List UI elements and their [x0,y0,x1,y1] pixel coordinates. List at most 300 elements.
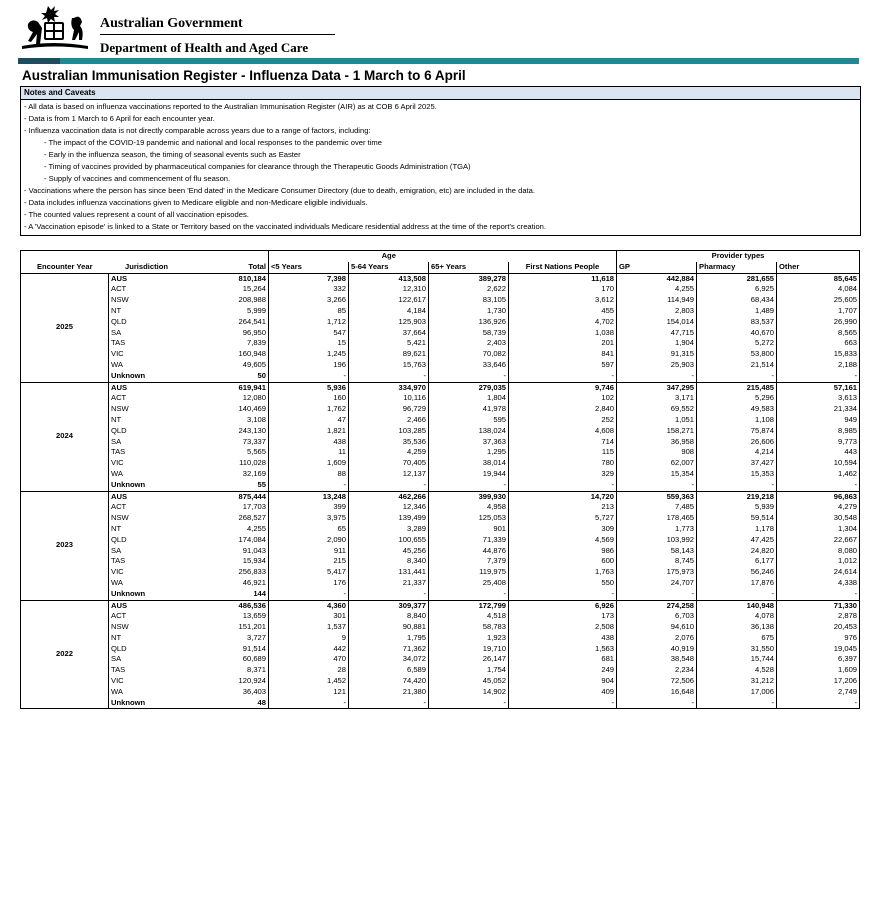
value-cell: - [697,589,777,600]
value-cell: 115 [509,447,617,458]
table-row [21,328,860,339]
value-cell: 597 [509,360,617,371]
value-cell: 10,116 [349,393,429,404]
table-row [21,665,860,676]
value-cell: 32,169 [242,468,266,478]
jurisdiction-cell: WA [111,359,123,369]
value-cell: 1,489 [697,306,777,317]
value-cell: 810,184 [185,273,269,284]
value-cell: 301 [269,611,349,622]
value-cell: 3,612 [509,295,617,306]
value-cell: 30,548 [777,513,860,524]
value-cell: 160 [269,393,349,404]
value-cell: 279,035 [429,382,509,393]
value-cell: 96,950 [242,327,266,337]
value-cell: 138,024 [429,426,509,437]
value-cell: 399,930 [429,491,509,502]
value-cell: 40,919 [617,644,697,655]
value-cell: - [697,698,777,709]
value-cell: 69,552 [617,404,697,415]
value-cell: 119,975 [429,567,509,578]
value-cell: - [349,698,429,709]
value-cell: 4,608 [509,426,617,437]
value-cell: 7,398 [269,273,349,284]
value-cell: 38,014 [429,458,509,469]
value-cell: 4,338 [777,578,860,589]
value-cell: 20,453 [777,622,860,633]
jurisdiction-cell: TAS [111,665,126,675]
value-cell: 53,800 [697,349,777,360]
table-row [21,578,860,589]
value-cell: 619,941 [185,382,269,393]
value-cell: 96,729 [349,404,429,415]
value-cell: - [777,589,860,600]
value-cell: 949 [777,415,860,426]
table-row [21,426,860,437]
jurisdiction-cell: ACT [111,393,127,403]
value-cell: 681 [509,654,617,665]
value-cell: 196 [269,360,349,371]
value-cell: 33,646 [429,360,509,371]
value-cell: 13,248 [269,491,349,502]
value-cell: 41,978 [429,404,509,415]
encounter-year-cell: 2025 [21,273,109,382]
value-cell: 1,108 [697,415,777,426]
value-cell: 1,038 [509,328,617,339]
value-cell: 74,420 [349,676,429,687]
value-cell: - [429,589,509,600]
value-cell: 47 [269,415,349,426]
value-cell: 36,138 [697,622,777,633]
value-cell: 60,689 [242,654,266,664]
value-cell: 7,485 [617,502,697,513]
value-cell: 114,949 [617,295,697,306]
page-title: Australian Immunisation Register - Influenza Data - 1 March to 6 April [22,68,466,83]
col-header-year: Encounter Year [21,262,109,273]
value-cell: 71,330 [777,600,860,611]
value-cell: 455 [509,306,617,317]
value-cell: 442 [269,644,349,655]
value-cell: 1,051 [617,415,697,426]
value-cell: 1,452 [269,676,349,687]
value-cell: 1,609 [269,458,349,469]
value-cell: 83,105 [429,295,509,306]
value-cell: 1,563 [509,644,617,655]
jurisdiction-cell: VIC [111,567,124,577]
value-cell: 5,296 [697,393,777,404]
table-row [21,295,860,306]
value-cell: 2,234 [617,665,697,676]
value-cell: 26,990 [777,317,860,328]
value-cell: 11 [269,447,349,458]
value-cell: 281,655 [697,273,777,284]
value-cell: 8,985 [777,426,860,437]
table-row [21,437,860,448]
value-cell: 31,550 [697,644,777,655]
age-group-header: Age [269,251,509,262]
jurisdiction-cell: Unknown [111,588,146,598]
value-cell: 5,421 [349,338,429,349]
value-cell: 1,730 [429,306,509,317]
value-cell: 56,246 [697,567,777,578]
value-cell: 4,084 [777,284,860,295]
value-cell: 2,803 [617,306,697,317]
value-cell: 438 [269,437,349,448]
table-row [21,284,860,295]
jurisdiction-cell: SA [111,545,122,555]
value-cell: 110,028 [239,458,266,468]
value-cell: 35,536 [349,437,429,448]
jurisdiction-cell: NSW [111,404,129,414]
value-cell: 559,363 [617,491,697,502]
value-cell: 49,583 [697,404,777,415]
value-cell: 4,214 [697,447,777,458]
table-row [21,676,860,687]
note-line: - Influenza vaccination data is not directly comparable across years due to a range of factors, including: [24,126,371,135]
value-cell: 19,045 [777,644,860,655]
col-header-gp: GP [617,262,697,273]
table-body [21,273,860,709]
jurisdiction-cell: NSW [111,513,129,523]
col-header-jurisdiction: Jurisdiction [109,262,185,273]
value-cell: 38,548 [617,654,697,665]
table-header-row [21,262,860,273]
value-cell: 714 [509,437,617,448]
table-row [21,469,860,480]
value-cell: 17,876 [697,578,777,589]
value-cell: 1,712 [269,317,349,328]
jurisdiction-cell: AUS [109,273,185,284]
value-cell: 91,315 [617,349,697,360]
value-cell: 103,285 [349,426,429,437]
value-cell: 72,506 [617,676,697,687]
value-cell: 2,840 [509,404,617,415]
note-line: - The impact of the COVID-19 pandemic and national and local responses to the pandemic over time [44,138,382,147]
value-cell: 15,354 [617,469,697,480]
value-cell: 102 [509,393,617,404]
value-cell: 68,434 [697,295,777,306]
value-cell: 309 [509,524,617,535]
value-cell: 173 [509,611,617,622]
value-cell: 7,839 [246,338,266,348]
value-cell: 8,340 [349,556,429,567]
value-cell: - [697,371,777,382]
value-cell: 201 [509,338,617,349]
value-cell: 15,934 [242,556,266,566]
value-cell: - [777,371,860,382]
value-cell: 45,256 [349,546,429,557]
value-cell: 172,799 [429,600,509,611]
value-cell: 37,664 [349,328,429,339]
value-cell: 438 [509,633,617,644]
jurisdiction-cell: ACT [111,502,127,512]
jurisdiction-cell: ACT [111,611,127,621]
table-row [21,633,860,644]
value-cell: 125,053 [429,513,509,524]
value-cell: 399 [269,502,349,513]
value-cell: 83,537 [697,317,777,328]
value-cell: 170 [509,284,617,295]
value-cell: 6,177 [697,556,777,567]
value-cell: 15,264 [242,284,266,294]
value-cell: 9,773 [777,437,860,448]
value-cell: - [429,371,509,382]
jurisdiction-cell: AUS [109,600,185,611]
value-cell: 904 [509,676,617,687]
table-row [21,404,860,415]
value-cell: 45,052 [429,676,509,687]
value-cell: 47,715 [617,328,697,339]
jurisdiction-cell: Unknown [111,697,146,707]
table-row [21,371,860,382]
table-row [21,524,860,535]
value-cell: 1,773 [617,524,697,535]
value-cell: - [349,480,429,491]
value-cell: 3,727 [246,632,266,642]
jurisdiction-cell: Unknown [111,479,146,489]
table-row [21,458,860,469]
value-cell: 550 [509,578,617,589]
value-cell: 16,648 [617,687,697,698]
value-cell: 2,466 [349,415,429,426]
table-row [21,556,860,567]
table-row [21,535,860,546]
jurisdiction-cell: AUS [109,491,185,502]
value-cell: - [349,589,429,600]
value-cell: - [269,589,349,600]
value-cell: - [617,698,697,709]
value-cell: 19,944 [429,469,509,480]
value-cell: 70,405 [349,458,429,469]
value-cell: 8,371 [246,665,266,675]
value-cell: 160,948 [238,349,266,359]
jurisdiction-cell: VIC [111,349,124,359]
value-cell: 2,749 [777,687,860,698]
value-cell: 1,537 [269,622,349,633]
value-cell: 26,147 [429,654,509,665]
government-title: Australian Government [100,16,243,31]
value-cell: 675 [697,633,777,644]
value-cell: 50 [257,370,266,380]
jurisdiction-cell: NT [111,632,122,642]
value-cell: 6,703 [617,611,697,622]
value-cell: 219,218 [697,491,777,502]
value-cell: 144 [253,588,266,598]
table-row [21,589,860,600]
value-cell: 89,621 [349,349,429,360]
value-cell: 5,939 [697,502,777,513]
value-cell: 85 [269,306,349,317]
jurisdiction-cell: AUS [109,382,185,393]
value-cell: 4,255 [246,523,266,533]
value-cell: 13,659 [242,611,266,621]
table-row [21,382,860,393]
value-cell: 7,379 [429,556,509,567]
note-line: - All data is based on influenza vaccinations reported to the Australian Immunisation Register (AIR) as at COB 6 April 2025. [24,102,437,111]
value-cell: 24,614 [777,567,860,578]
value-cell: 176 [269,578,349,589]
value-cell: - [269,698,349,709]
value-cell: 19,710 [429,644,509,655]
jurisdiction-cell: QLD [111,316,127,326]
value-cell: 14,902 [429,687,509,698]
value-cell: 4,184 [349,306,429,317]
table-row [21,273,860,284]
value-cell: 25,605 [777,295,860,306]
provider-group-header: Provider types [617,251,860,262]
value-cell: 3,108 [246,414,266,424]
value-cell: 1,245 [269,349,349,360]
value-cell: 21,337 [349,578,429,589]
value-cell: 46,921 [242,577,266,587]
table-row [21,393,860,404]
value-cell: 875,444 [185,491,269,502]
header-divider [100,34,335,35]
value-cell: 2,090 [269,535,349,546]
value-cell: 8,080 [777,546,860,557]
value-cell: 73,337 [242,436,266,446]
value-cell: 12,080 [242,393,266,403]
value-cell: 9,746 [509,382,617,393]
table-group-header-row [21,251,860,262]
value-cell: 334,970 [349,382,429,393]
value-cell: 780 [509,458,617,469]
value-cell: 4,528 [697,665,777,676]
jurisdiction-cell: NSW [111,622,129,632]
value-cell: 2,622 [429,284,509,295]
jurisdiction-cell: TAS [111,556,126,566]
value-cell: 1,821 [269,426,349,437]
value-cell: 15 [269,338,349,349]
value-cell: 34,072 [349,654,429,665]
table-row [21,513,860,524]
table-row [21,306,860,317]
encounter-year-cell: 2024 [21,382,109,491]
value-cell: 243,130 [238,425,266,435]
value-cell: 1,754 [429,665,509,676]
value-cell: 3,975 [269,513,349,524]
value-cell: 841 [509,349,617,360]
value-cell: 4,518 [429,611,509,622]
value-cell: 5,417 [269,567,349,578]
value-cell: 4,702 [509,317,617,328]
jurisdiction-cell: SA [111,436,122,446]
value-cell: 88 [269,469,349,480]
value-cell: 976 [777,633,860,644]
value-cell: - [429,480,509,491]
value-cell: 264,541 [238,316,266,326]
jurisdiction-cell: NT [111,305,122,315]
value-cell: 44,876 [429,546,509,557]
table-row [21,338,860,349]
table-row [21,622,860,633]
value-cell: 12,137 [349,469,429,480]
value-cell: 71,339 [429,535,509,546]
value-cell: 2,076 [617,633,697,644]
value-cell: 175,973 [617,567,697,578]
value-cell: 31,212 [697,676,777,687]
encounter-year-cell: 2023 [21,491,109,600]
value-cell: 26,606 [697,437,777,448]
value-cell: 178,465 [617,513,697,524]
value-cell: 36,403 [242,686,266,696]
col-header-age-5-64: 5-64 Years [349,262,429,273]
value-cell: - [777,698,860,709]
value-cell: 90,881 [349,622,429,633]
value-cell: 158,271 [617,426,697,437]
value-cell: - [509,698,617,709]
jurisdiction-cell: ACT [111,284,127,294]
value-cell: 1,304 [777,524,860,535]
value-cell: 249 [509,665,617,676]
table-row [21,546,860,557]
value-cell: 4,958 [429,502,509,513]
value-cell: 8,745 [617,556,697,567]
note-line: - Vaccinations where the person has since been 'End dated' in the Medicare Consumer Directory (due to death, emigration, etc) are included in the data. [24,186,535,195]
value-cell: 131,441 [349,567,429,578]
value-cell: 409 [509,687,617,698]
value-cell: 11,618 [509,273,617,284]
notes-panel [20,86,861,236]
table-row [21,317,860,328]
value-cell: 25,408 [429,578,509,589]
value-cell: 470 [269,654,349,665]
value-cell: 6,397 [777,654,860,665]
table-row [21,611,860,622]
value-cell: - [777,480,860,491]
value-cell: 462,266 [349,491,429,502]
notes-heading: Notes and Caveats [21,87,860,100]
value-cell: 1,804 [429,393,509,404]
col-header-total: Total [185,262,269,273]
value-cell: 3,171 [617,393,697,404]
value-cell: 122,617 [349,295,429,306]
value-cell: 71,362 [349,644,429,655]
value-cell: 121 [269,687,349,698]
value-cell: 4,078 [697,611,777,622]
value-cell: 70,082 [429,349,509,360]
value-cell: 3,266 [269,295,349,306]
jurisdiction-cell: TAS [111,338,126,348]
page-header [18,4,882,56]
value-cell: 49,605 [242,359,266,369]
value-cell: 1,462 [777,469,860,480]
value-cell: 15,763 [349,360,429,371]
table-row [21,360,860,371]
table-row [21,644,860,655]
value-cell: 17,703 [242,502,266,512]
value-cell: 5,272 [697,338,777,349]
value-cell: 151,201 [238,622,266,632]
note-line: - The counted values represent a count of all vaccination episodes. [24,210,249,219]
value-cell: - [617,589,697,600]
value-cell: 57,161 [777,382,860,393]
value-cell: 62,007 [617,458,697,469]
value-cell: 1,178 [697,524,777,535]
value-cell: 347,295 [617,382,697,393]
value-cell: 14,720 [509,491,617,502]
value-cell: 1,609 [777,665,860,676]
value-cell: 1,763 [509,567,617,578]
value-cell: 15,833 [777,349,860,360]
value-cell: 154,014 [617,317,697,328]
value-cell: 15,744 [697,654,777,665]
table-row [21,654,860,665]
value-cell: 91,514 [242,643,266,653]
jurisdiction-cell: Unknown [111,370,146,380]
note-line: - Timing of vaccines provided by pharmaceutical companies for clearance through the Therapeutic Goods Administration (TGA) [44,162,471,171]
value-cell: 37,363 [429,437,509,448]
